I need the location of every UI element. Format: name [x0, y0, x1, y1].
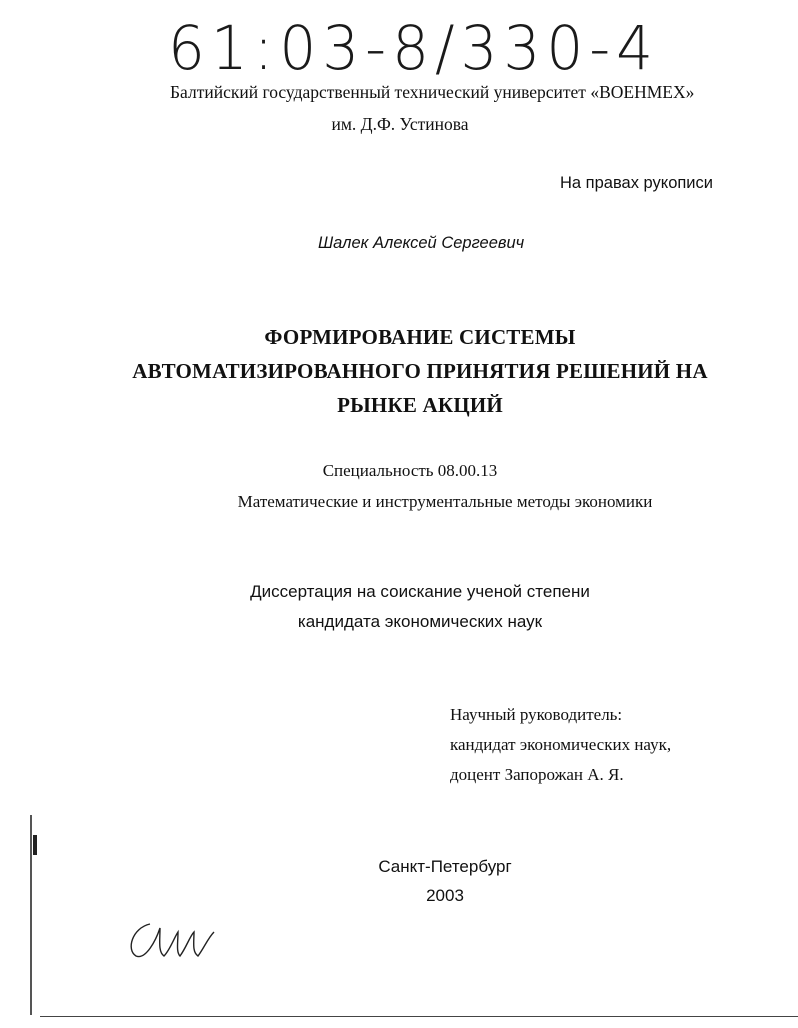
author-name: Шалек Алексей Сергеевич	[318, 234, 525, 252]
dissertation-title-line-1: ФОРМИРОВАНИЕ СИСТЕМЫ	[264, 325, 576, 349]
specialty-name: Математические и инструментальные методы экономики	[237, 492, 653, 511]
university-name: Балтийский государственный технический университет «ВОЕНМЕХ»	[170, 82, 695, 102]
supervisor-degree: кандидат экономических наук,	[450, 735, 672, 754]
rights-note: На правах рукописи	[560, 174, 713, 192]
handwritten-archive-number: 61:03-8/330-4	[168, 12, 660, 84]
degree-line-2: кандидата экономических наук	[297, 612, 543, 631]
specialty-code: Специальность 08.00.13	[322, 461, 498, 480]
university-named-after: им. Д.Ф. Устинова	[331, 114, 469, 134]
dissertation-title-line-3: РЫНКЕ АКЦИЙ	[337, 393, 503, 417]
supervisor-name: доцент Запорожан А. Я.	[450, 765, 624, 784]
city: Санкт-Петербург	[378, 857, 512, 876]
year: 2003	[426, 886, 464, 905]
scan-bottom-line	[40, 1016, 798, 1017]
dissertation-title-line-2: АВТОМАТИЗИРОВАННОГО ПРИНЯТИЯ РЕШЕНИЙ НА	[132, 359, 708, 383]
degree-line-1: Диссертация на соискание ученой степени	[250, 582, 590, 601]
scan-edge-line	[30, 815, 32, 1015]
scan-edge-mark	[33, 835, 37, 855]
signature-mark	[120, 910, 230, 970]
supervisor-label: Научный руководитель:	[450, 705, 623, 724]
